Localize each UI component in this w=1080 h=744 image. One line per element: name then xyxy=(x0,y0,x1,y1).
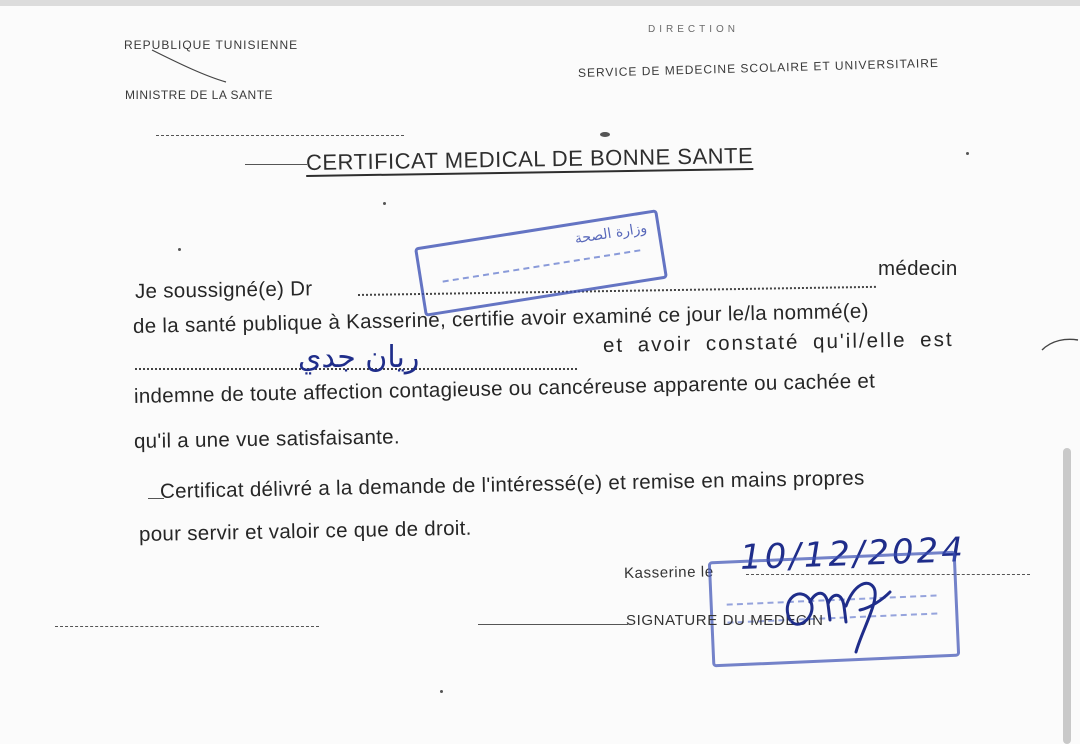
top-edge xyxy=(0,0,1080,6)
body-line-2: de la santé publique à Kasserine, certifie avoir examiné ce jour le/la nommé(e) xyxy=(132,299,869,338)
footer-mid-rule xyxy=(478,624,628,625)
header-strike-mark xyxy=(150,46,230,86)
header-republic: REPUBLIQUE TUNISIENNE xyxy=(124,38,299,52)
stamp-text: وزارة الصحة xyxy=(573,220,649,248)
document-title: CERTIFICAT MEDICAL DE BONNE SANTE xyxy=(305,142,754,175)
speck xyxy=(383,202,386,205)
body-line-5: qu'il a une vue satisfaisante. xyxy=(133,425,401,453)
place-date-label: Kasserine le xyxy=(623,563,714,582)
header-left-rule xyxy=(156,135,404,136)
body-line-6: Certificat délivré a la demande de l'intéressé(e) et remise en mains propres xyxy=(159,466,865,503)
speck xyxy=(600,132,610,137)
speck xyxy=(178,248,181,251)
handwritten-patient-name: ريان جدي xyxy=(298,340,420,375)
body-line-7: pour servir et valoir ce que de droit. xyxy=(138,516,472,546)
body-line-1-suffix: médecin xyxy=(878,257,958,280)
signature-label: SIGNATURE DU MEDECIN xyxy=(626,612,824,629)
title-rule-left xyxy=(245,164,307,165)
margin-mark xyxy=(1040,330,1080,360)
official-stamp xyxy=(414,209,668,317)
speck xyxy=(966,152,969,155)
header-service: SERVICE DE MEDECINE SCOLAIRE ET UNIVERSITAIRE xyxy=(577,55,940,80)
handwritten-date: 10/12/2024 xyxy=(739,530,967,578)
body-line-6-strike xyxy=(148,498,164,499)
body-line-3-suffix: et avoir constaté qu'il/elle est xyxy=(602,327,954,357)
body-line-1-prefix: Je soussigné(e) Dr xyxy=(134,277,313,303)
header-direction: DIRECTION xyxy=(648,24,739,35)
handwritten-signature xyxy=(770,570,900,660)
speck xyxy=(440,690,443,693)
footer-left-rule xyxy=(55,626,319,627)
body-line-4: indemne de toute affection contagieuse ou cancéreuse apparente ou cachée et xyxy=(133,369,876,408)
scrollbar[interactable] xyxy=(1063,448,1071,744)
header-ministry: MINISTRE DE LA SANTE xyxy=(125,88,274,102)
